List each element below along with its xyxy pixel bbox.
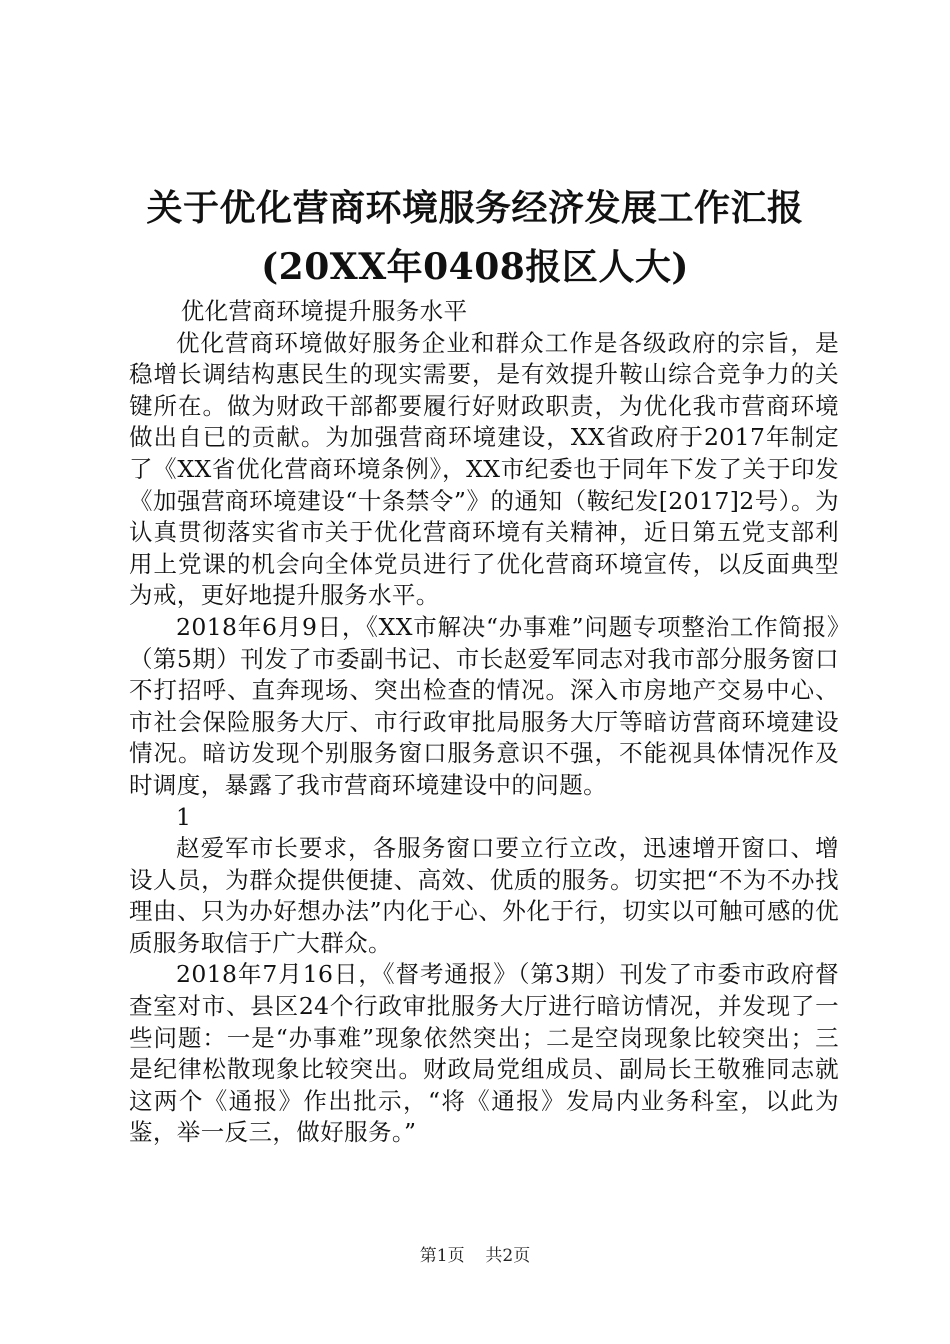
page-footer	[0, 1244, 950, 1268]
footer-page-current: 第1页	[419, 1246, 465, 1266]
footer-page-total: 共2页	[485, 1246, 531, 1266]
document-body	[129, 296, 839, 1149]
document-title-line-2: (20XX年0408报区人大)	[261, 246, 689, 288]
inline-page-number: 1	[176, 802, 191, 831]
paragraph-2: 2018年6月9日，《XX市解决“办事难”问题专项整治工作简报》（第5期）刊发了市委副书记、市长赵爱军同志对我市部分服务窗口不打招呼、直奔现场、突出检查的情况。深入市房地产交易中心、市社会保险服务大厅、市行政审批局服务大厅等暗访营商环境建设情况。暗访发现个别服务窗口服务意识不强，不能视具体情况作及时调度，暴露了我市营商环境建设中的问题。	[129, 612, 839, 799]
paragraph-subtitle: 优化营商环境提升服务水平	[180, 297, 468, 325]
document-title-line-1: 关于优化营商环境服务经济发展工作汇报	[146, 187, 804, 229]
paragraph-1: 优化营商环境做好服务企业和群众工作是各级政府的宗旨，是稳增长调结构惠民生的现实需要，是有效提升鞍山综合竞争力的关键所在。做为财政干部都要履行好财政职责，为优化我市营商环境做出自已的贡献。为加强营商环境建设，XX省政府于2017年制定了《XX省优化营商环境条例》，XX市纪委也于同年下发了关于印发《加强营商环境建设“十条禁令”》的通知（鞍纪发[2017]2号）。为认真贯彻落实省市关于优化营商环境有关精神，近日第五党支部利用上党课的机会向全体党员进行了优化营商环境宣传，以反面典型为戒，更好地提升服务水平。	[129, 328, 839, 610]
paragraph-4: 2018年7月16日，《督考通报》（第3期）刊发了市委市政府督查室对市、县区24个行政审批服务大厅进行暗访情况，并发现了一些问题：一是“办事难”现象依然突出；二是空岗现象比较突出；三是纪律松散现象比较突出。财政局党组成员、副局长王敬雅同志就这两个《通报》作出批示，“将《通报》发局内业务科室，以此为鉴，举一反三，做好服务。”	[129, 960, 839, 1147]
paragraph-3: 赵爱军市长要求，各服务窗口要立行立改，迅速增开窗口、增设人员，为群众提供便捷、高效、优质的服务。切实把“不为不办找理由、只为办好想办法”内化于心、外化于行，切实以可触可感的优质服务取信于广大群众。	[129, 834, 839, 957]
